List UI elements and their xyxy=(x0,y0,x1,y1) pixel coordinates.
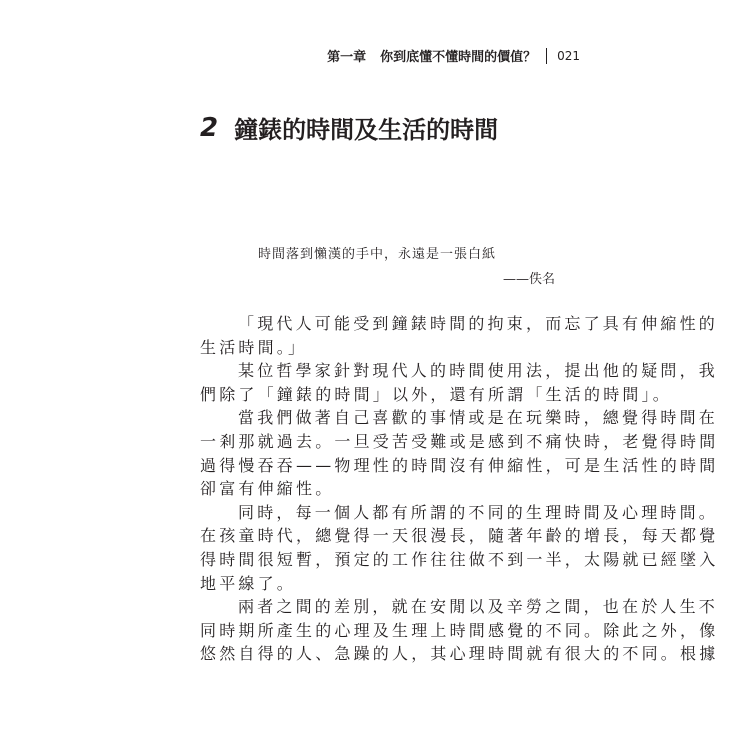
text-line: 某位哲學家針對現代人的時間使用法，提出他的疑問，我 xyxy=(238,361,719,381)
text-line: 兩者之間的差別，就在安閒以及辛勞之間，也在於人生不 xyxy=(238,597,719,617)
text-line: 得時間很短暫，預定的工作往往做不到一半，太陽就已經墜入 xyxy=(200,549,719,569)
text-line: 卻富有伸縮性。 xyxy=(200,479,335,499)
chapter-title: 你到底懂不懂時間的價值？ xyxy=(380,50,537,65)
text-line: 一剎那就過去。一旦受苦受難或是感到不痛快時，老覺得時間 xyxy=(200,431,719,451)
section-title xyxy=(200,110,498,145)
header-divider xyxy=(546,48,547,64)
epigraph-author: ——佚名 xyxy=(502,272,555,287)
text-line: 悠然自得的人、急躁的人，其心理時間就有很大的不同。根據 xyxy=(200,644,719,664)
text-line: 過得慢吞吞——物理性的時間沒有伸縮性，可是生活性的時間 xyxy=(200,455,719,475)
body-text xyxy=(200,312,719,666)
text-line: 同時，每一個人都有所謂的不同的生理時間及心理時間。 xyxy=(238,502,719,522)
chapter-label: 第一章 xyxy=(327,50,367,65)
text-line: 生活時間。」 xyxy=(200,337,308,357)
running-header xyxy=(327,46,580,65)
text-line: 當我們做著自己喜歡的事情或是在玩樂時，總覺得時間在 xyxy=(238,408,719,428)
text-line: 們除了「鐘錶的時間」以外，還有所謂「生活的時間」。 xyxy=(200,384,673,404)
text-line: 「現代人可能受到鐘錶時間的拘束，而忘了具有伸縮性的 xyxy=(238,314,719,333)
text-line: 地平線了。 xyxy=(200,573,297,593)
text-line: 同時期所產生的心理及生理上時間感覺的不同。除此之外，像 xyxy=(200,620,719,640)
epigraph-quote: 時間落到懶漢的手中，永遠是一張白紙 xyxy=(258,247,497,262)
section-number: 2 xyxy=(200,112,219,143)
section-title-text: 鐘錶的時間及生活的時間 xyxy=(234,116,499,144)
page-number: 021 xyxy=(557,48,580,63)
text-line: 在孩童時代，總覺得一天很漫長，隨著年齡的增長，每天都覺 xyxy=(200,526,719,546)
